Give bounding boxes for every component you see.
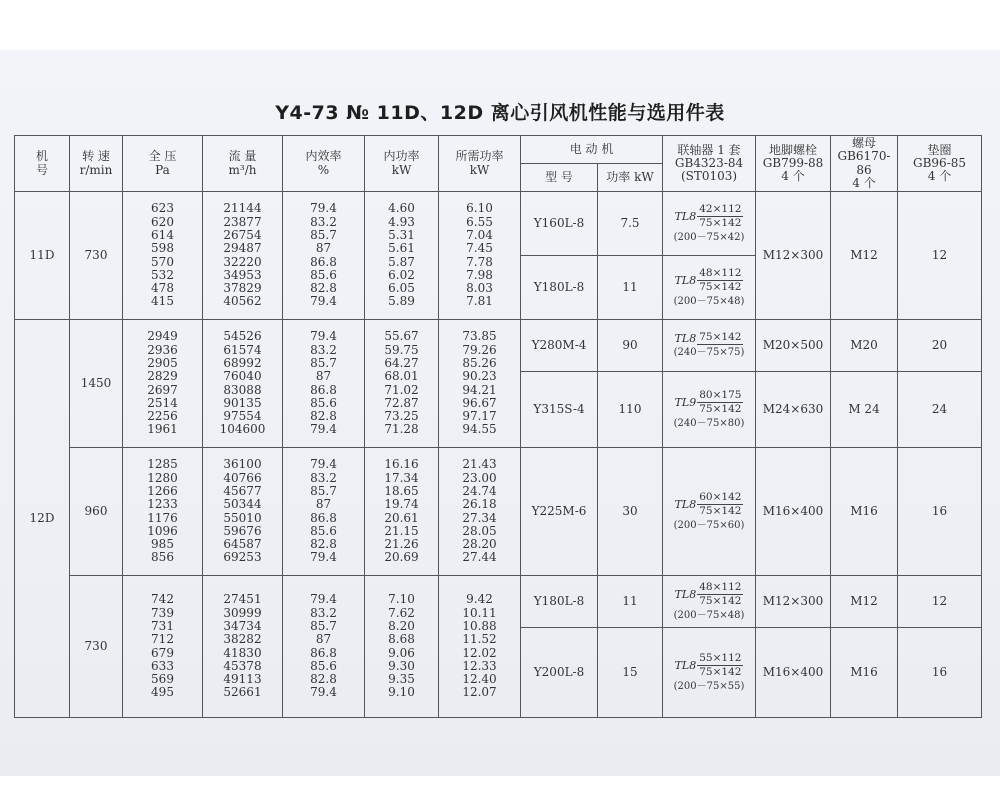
table-cell-value: 12.02 <box>462 645 497 660</box>
table-cell-value: 86.8 <box>310 382 337 397</box>
table-cell-value: 37829 <box>223 281 262 296</box>
nut-spec: M16 <box>831 448 898 576</box>
table-cell-value: 85.7 <box>310 355 337 370</box>
table-cell-value: 2514 <box>147 395 178 410</box>
table-cell-value: 6.55 <box>466 214 493 229</box>
bolt-spec: M16×400 <box>756 448 831 576</box>
table-cell-value: 86.8 <box>310 254 337 269</box>
table-cell-value: 79.4 <box>310 550 337 565</box>
table-cell-value: 83.2 <box>310 605 337 620</box>
coupling-spec: TL8 $\frac{42\times 112}{75\times 142}$ (200－75×42) <box>663 192 756 256</box>
table-cell-value: 9.06 <box>388 645 415 660</box>
table-cell-value: 27451 <box>223 592 262 607</box>
table-cell-value: 29487 <box>223 241 262 256</box>
table-cell-value: 5.31 <box>388 227 415 242</box>
table-cell-value: 83.2 <box>310 470 337 485</box>
required-power-col <box>439 576 521 718</box>
motor-model: Y180L-8 <box>521 576 598 628</box>
table-cell-value: 10.11 <box>462 605 497 620</box>
coupling-spec: TL8 $\frac{48\times 112}{75\times 142}$ (200－75×48) <box>663 256 756 320</box>
table-cell-value: 87 <box>315 241 332 256</box>
table-cell-value: 7.45 <box>466 241 493 256</box>
table-cell-value: 1096 <box>147 523 178 538</box>
table-cell-value: 64.27 <box>384 355 419 370</box>
table-cell-value: 26.18 <box>462 497 497 512</box>
table-cell-value: 82.8 <box>310 409 337 424</box>
table-cell-value: 2905 <box>147 355 178 370</box>
efficiency-col <box>283 448 365 576</box>
table-cell-value: 82.8 <box>310 537 337 552</box>
table-cell-value: 620 <box>151 214 174 229</box>
table-cell-value: 4.93 <box>388 214 415 229</box>
speed-12d-960: 960 <box>70 448 123 576</box>
table-cell-value: 12.40 <box>462 672 497 687</box>
table-cell-value: 7.81 <box>466 294 493 309</box>
table-cell-value: 2936 <box>147 342 178 357</box>
speed-11d: 730 <box>70 192 123 320</box>
motor-power: 30 <box>598 448 663 576</box>
table-cell-value: 1176 <box>147 510 178 525</box>
coupling-spec: TL8 $\frac{55\times 112}{75\times 142}$ (200－75×55) <box>663 628 756 718</box>
coupling-spec: TL9 $\frac{80\times 175}{75\times 142}$ (240－75×80) <box>663 372 756 448</box>
inner-power-col <box>365 192 439 320</box>
table-cell-value: 20.61 <box>384 510 419 525</box>
table-cell-value: 5.89 <box>388 294 415 309</box>
table-cell-value: 26754 <box>223 227 262 242</box>
table-cell-value: 739 <box>151 605 174 620</box>
table-cell-value: 679 <box>151 645 174 660</box>
table-cell-value: 61574 <box>223 342 262 357</box>
table-cell-value: 83088 <box>223 382 262 397</box>
pressure-col <box>123 192 203 320</box>
table-cell-value: 7.62 <box>388 605 415 620</box>
table-cell-value: 64587 <box>223 537 262 552</box>
table-cell-value: 9.10 <box>388 685 415 700</box>
table-cell-value: 86.8 <box>310 645 337 660</box>
table-cell-value: 41830 <box>223 645 262 660</box>
table-cell-value: 49113 <box>223 672 262 687</box>
pressure-col <box>123 320 203 448</box>
header-nut: 螺母 GB6170-86 4 个 <box>831 136 898 192</box>
table-cell-value: 1266 <box>147 483 178 498</box>
table-cell-value: 94.55 <box>462 422 497 437</box>
table-cell-value: 6.05 <box>388 281 415 296</box>
table-cell-value: 85.7 <box>310 483 337 498</box>
table-cell-value: 18.65 <box>384 483 419 498</box>
flow-col <box>203 448 283 576</box>
page-title: Y4-73 № 11D、12D 离心引风机性能与选用件表 <box>275 102 725 124</box>
table-cell-value: 7.10 <box>388 592 415 607</box>
table-cell-value: 85.6 <box>310 395 337 410</box>
table-cell-value: 27.34 <box>462 510 497 525</box>
machine-12d: 12D <box>15 320 70 718</box>
required-power-col <box>439 320 521 448</box>
flow-col <box>203 576 283 718</box>
header-washer: 垫圈 GB96-85 4 个 <box>898 136 982 192</box>
header-efficiency: 内效率 % <box>283 136 365 192</box>
table-cell-value: 90135 <box>223 395 262 410</box>
table-cell-value: 40766 <box>223 470 262 485</box>
coupling-spec: TL8 75×142 (240－75×75) <box>663 320 756 372</box>
table-cell-value: 87 <box>315 632 332 647</box>
header-machine: 机 号 <box>15 136 70 192</box>
table-cell-value: 8.03 <box>466 281 493 296</box>
table-cell-value: 20.69 <box>384 550 419 565</box>
table-cell-value: 82.8 <box>310 672 337 687</box>
table-cell-value: 985 <box>151 537 174 552</box>
table-cell-value: 85.26 <box>462 355 497 370</box>
header-motor: 电 动 机 <box>521 136 663 164</box>
table-cell-value: 24.74 <box>462 483 497 498</box>
motor-power: 90 <box>598 320 663 372</box>
header-speed: 转 速 r/min <box>70 136 123 192</box>
table-cell-value: 87 <box>315 369 332 384</box>
table-cell-value: 54526 <box>223 329 262 344</box>
table-cell-value: 68.01 <box>384 369 419 384</box>
header-flow: 流 量 m³/h <box>203 136 283 192</box>
motor-model: Y200L-8 <box>521 628 598 718</box>
table-cell-value: 71.02 <box>384 382 419 397</box>
table-cell-value: 86.8 <box>310 510 337 525</box>
table-cell-value: 6.10 <box>466 201 493 216</box>
table-cell-value: 71.28 <box>384 422 419 437</box>
bolt-spec: M20×500 <box>756 320 831 372</box>
table-cell-value: 85.6 <box>310 267 337 282</box>
table-cell-value: 96.67 <box>462 395 497 410</box>
table-cell-value: 19.74 <box>384 497 419 512</box>
table-cell-value: 72.87 <box>384 395 419 410</box>
table-cell-value: 8.20 <box>388 618 415 633</box>
table-cell-value: 73.25 <box>384 409 419 424</box>
table-cell-value: 614 <box>151 227 174 242</box>
table-cell-value: 495 <box>151 685 174 700</box>
table-cell-value: 83.2 <box>310 214 337 229</box>
nut-spec: M12 <box>831 192 898 320</box>
table-cell-value: 28.20 <box>462 537 497 552</box>
table-cell-value: 30999 <box>223 605 262 620</box>
bolt-spec: M12×300 <box>756 576 831 628</box>
pressure-col <box>123 576 203 718</box>
table-cell-value: 21.15 <box>384 523 419 538</box>
table-cell-value: 532 <box>151 267 174 282</box>
header-motor-power: 功率 kW <box>598 164 663 192</box>
table-cell-value: 9.35 <box>388 672 415 687</box>
flow-col <box>203 192 283 320</box>
motor-model: Y225M-6 <box>521 448 598 576</box>
table-cell-value: 79.4 <box>310 329 337 344</box>
washer-spec: 16 <box>898 628 982 718</box>
header-inner-power: 内功率 kW <box>365 136 439 192</box>
bolt-spec: M24×630 <box>756 372 831 448</box>
table-cell-value: 50344 <box>223 497 262 512</box>
inner-power-col <box>365 320 439 448</box>
table-cell-value: 38282 <box>223 632 262 647</box>
table-cell-value: 34734 <box>223 618 262 633</box>
table-cell-value: 40562 <box>223 294 262 309</box>
table-cell-value: 69253 <box>223 550 262 565</box>
table-cell-value: 36100 <box>223 457 262 472</box>
inner-power-col <box>365 576 439 718</box>
table-cell-value: 7.78 <box>466 254 493 269</box>
header-pressure: 全 压 Pa <box>123 136 203 192</box>
table-cell-value: 79.4 <box>310 294 337 309</box>
efficiency-col <box>283 192 365 320</box>
motor-power: 7.5 <box>598 192 663 256</box>
table-cell-value: 2697 <box>147 382 178 397</box>
table-cell-value: 1233 <box>147 497 178 512</box>
bolt-spec: M12×300 <box>756 192 831 320</box>
table-cell-value: 55010 <box>223 510 262 525</box>
required-power-col <box>439 448 521 576</box>
bolt-spec: M16×400 <box>756 628 831 718</box>
coupling-spec: TL8 $\frac{48\times 112}{75\times 142}$ (200－75×48) <box>663 576 756 628</box>
nut-spec: M20 <box>831 320 898 372</box>
table-cell-value: 6.02 <box>388 267 415 282</box>
machine-11d: 11D <box>15 192 70 320</box>
table-cell-value: 4.60 <box>388 201 415 216</box>
washer-spec: 12 <box>898 192 982 320</box>
table-cell-value: 85.7 <box>310 618 337 633</box>
nut-spec: M16 <box>831 628 898 718</box>
table-cell-value: 85.7 <box>310 227 337 242</box>
table-cell-value: 5.87 <box>388 254 415 269</box>
table-cell-value: 85.6 <box>310 658 337 673</box>
table-cell-value: 79.26 <box>462 342 497 357</box>
table-cell-value: 1280 <box>147 470 178 485</box>
table-cell-value: 82.8 <box>310 281 337 296</box>
pressure-col <box>123 448 203 576</box>
motor-power: 15 <box>598 628 663 718</box>
table-cell-value: 87 <box>315 497 332 512</box>
table-cell-value: 85.6 <box>310 523 337 538</box>
table-cell-value: 570 <box>151 254 174 269</box>
efficiency-col <box>283 576 365 718</box>
fan-performance-table <box>14 135 982 718</box>
flow-col <box>203 320 283 448</box>
table-cell-value: 45378 <box>223 658 262 673</box>
table-cell-value: 478 <box>151 281 174 296</box>
motor-model: Y180L-8 <box>521 256 598 320</box>
table-cell-value: 8.68 <box>388 632 415 647</box>
table-cell-value: 28.05 <box>462 523 497 538</box>
washer-spec: 12 <box>898 576 982 628</box>
motor-model: Y160L-8 <box>521 192 598 256</box>
table-cell-value: 59676 <box>223 523 262 538</box>
table-cell-value: 34953 <box>223 267 262 282</box>
table-cell-value: 45677 <box>223 483 262 498</box>
motor-model: Y280M-4 <box>521 320 598 372</box>
table-cell-value: 11.52 <box>462 632 497 647</box>
table-cell-value: 52661 <box>223 685 262 700</box>
table-cell-value: 23.00 <box>462 470 497 485</box>
table-cell-value: 73.85 <box>462 329 497 344</box>
table-cell-value: 731 <box>151 618 174 633</box>
header-motor-model: 型 号 <box>521 164 598 192</box>
table-cell-value: 598 <box>151 241 174 256</box>
table-cell-value: 569 <box>151 672 174 687</box>
table-cell-value: 90.23 <box>462 369 497 384</box>
speed-12d-1450: 1450 <box>70 320 123 448</box>
table-cell-value: 32220 <box>223 254 262 269</box>
table-cell-value: 104600 <box>219 422 266 437</box>
table-cell-value: 21.26 <box>384 537 419 552</box>
required-power-col <box>439 192 521 320</box>
table-cell-value: 712 <box>151 632 174 647</box>
washer-spec: 24 <box>898 372 982 448</box>
table-cell-value: 55.67 <box>384 329 419 344</box>
table-cell-value: 79.4 <box>310 201 337 216</box>
motor-power: 110 <box>598 372 663 448</box>
table-cell-value: 12.33 <box>462 658 497 673</box>
inner-power-col <box>365 448 439 576</box>
header-required-power: 所需功率 kW <box>439 136 521 192</box>
table-cell-value: 623 <box>151 201 174 216</box>
table-cell-value: 1285 <box>147 457 178 472</box>
table-cell-value: 10.88 <box>462 618 497 633</box>
table-cell-value: 5.61 <box>388 241 415 256</box>
table-cell-value: 12.07 <box>462 685 497 700</box>
table-cell-value: 59.75 <box>384 342 419 357</box>
washer-spec: 16 <box>898 448 982 576</box>
nut-spec: M12 <box>831 576 898 628</box>
header-bolt: 地脚螺栓 GB799-88 4 个 <box>756 136 831 192</box>
motor-model: Y315S-4 <box>521 372 598 448</box>
table-cell-value: 23877 <box>223 214 262 229</box>
coupling-spec: TL8 $\frac{60\times 142}{75\times 142}$ (200－75×60) <box>663 448 756 576</box>
table-cell-value: 68992 <box>223 355 262 370</box>
motor-power: 11 <box>598 576 663 628</box>
table-cell-value: 79.4 <box>310 422 337 437</box>
table-cell-value: 7.98 <box>466 267 493 282</box>
table-cell-value: 79.4 <box>310 685 337 700</box>
table-cell-value: 415 <box>151 294 174 309</box>
table-cell-value: 856 <box>151 550 174 565</box>
table-cell-value: 21.43 <box>462 457 497 472</box>
table-cell-value: 2829 <box>147 369 178 384</box>
table-cell-value: 9.30 <box>388 658 415 673</box>
washer-spec: 20 <box>898 320 982 372</box>
table-cell-value: 17.34 <box>384 470 419 485</box>
table-cell-value: 21144 <box>223 201 262 216</box>
table-cell-value: 16.16 <box>384 457 419 472</box>
table-cell-value: 633 <box>151 658 174 673</box>
table-cell-value: 2256 <box>147 409 178 424</box>
efficiency-col <box>283 320 365 448</box>
header-coupling: 联轴器 1 套 GB4323-84 (ST0103) <box>663 136 756 192</box>
table-cell-value: 79.4 <box>310 457 337 472</box>
speed-12d-730: 730 <box>70 576 123 718</box>
table-cell-value: 7.04 <box>466 227 493 242</box>
table-cell-value: 97.17 <box>462 409 497 424</box>
nut-spec: M 24 <box>831 372 898 448</box>
table-cell-value: 83.2 <box>310 342 337 357</box>
table-cell-value: 27.44 <box>462 550 497 565</box>
table-cell-value: 79.4 <box>310 592 337 607</box>
table-cell-value: 742 <box>151 592 174 607</box>
table-cell-value: 1961 <box>147 422 178 437</box>
table-cell-value: 97554 <box>223 409 262 424</box>
motor-power: 11 <box>598 256 663 320</box>
table-cell-value: 94.21 <box>462 382 497 397</box>
table-cell-value: 76040 <box>223 369 262 384</box>
table-cell-value: 9.42 <box>466 592 493 607</box>
table-cell-value: 2949 <box>147 329 178 344</box>
